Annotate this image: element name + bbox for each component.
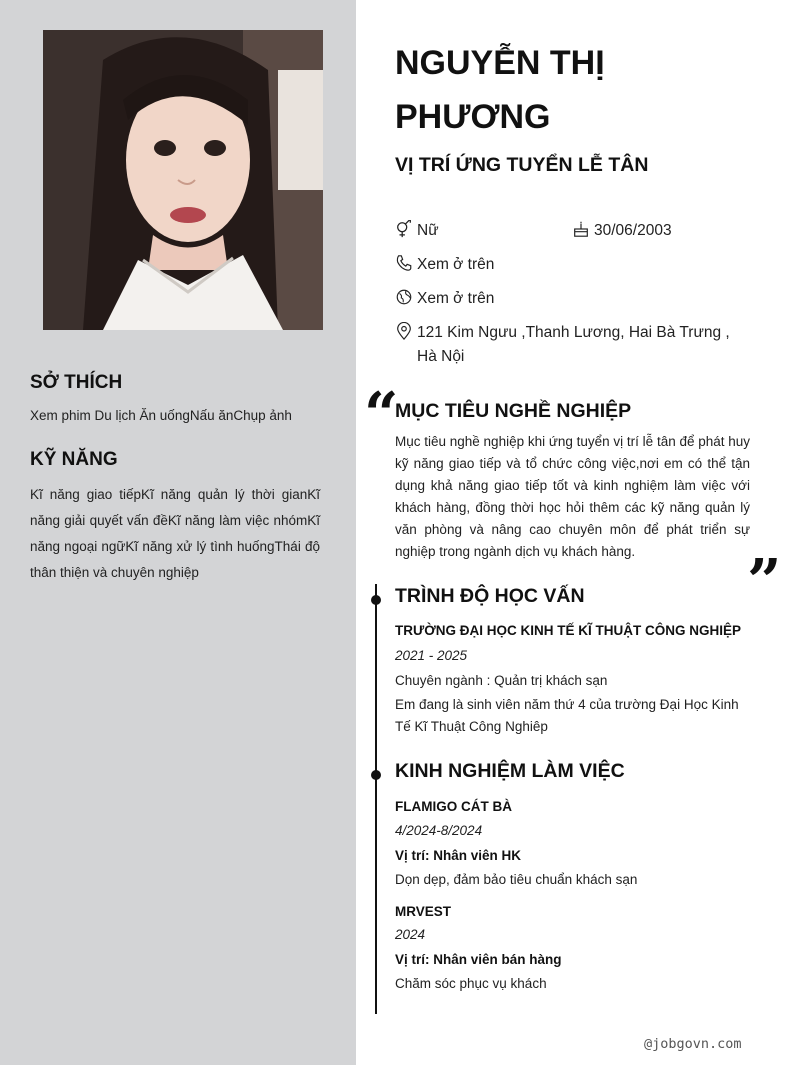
address-row [395, 321, 735, 369]
objective-heading: MỤC TIÊU NGHỀ NGHIỆP [395, 400, 632, 422]
location-pin-icon [395, 322, 415, 342]
education-description: Em đang là sinh viên năm thứ 4 của trường Đại Học Kinh Tế Kĩ Thuật Công Nghiêp [395, 697, 739, 734]
birthdate-value: 30/06/2003 [594, 222, 672, 239]
birthdate-row [572, 219, 672, 243]
portrait-illustration [43, 30, 323, 330]
applied-position: VỊ TRÍ ỨNG TUYỂN LỄ TÂN [395, 154, 649, 176]
phone-value: Xem ở trên [417, 256, 495, 273]
timeline-line [375, 584, 377, 1014]
cake-icon [572, 220, 592, 240]
gender-value: Nữ [417, 222, 439, 239]
education-heading: TRÌNH ĐỘ HỌC VẤN [395, 585, 585, 607]
open-quote-icon: “ [364, 380, 399, 450]
education-major: Chuyên ngành : Quản trị khách sạn [395, 673, 608, 688]
skills-heading: KỸ NĂNG [30, 449, 118, 470]
close-quote-icon: ” [747, 547, 782, 617]
timeline-dot [371, 770, 381, 780]
experience-period: 2024 [395, 927, 426, 942]
address-value: 121 Kim Ngưu ,Thanh Lương, Hai Bà Trưng , Hà Nội [417, 324, 730, 365]
sidebar [0, 0, 356, 1065]
experience-role: Vị trí: Nhân viên bán hàng [395, 952, 562, 967]
education-period: 2021 - 2025 [395, 648, 468, 663]
website-value: Xem ở trên [417, 290, 495, 307]
phone-row [395, 253, 494, 277]
timeline-dot [371, 595, 381, 605]
experience-company: FLAMIGO CÁT BÀ [395, 799, 512, 814]
experience-description: Chăm sóc phục vụ khách [395, 976, 547, 991]
profile-photo [43, 30, 323, 330]
experience-description: Dọn dẹp, đảm bảo tiêu chuẩn khách sạn [395, 872, 638, 887]
experience-company: MRVEST [395, 904, 452, 919]
gender-row [395, 219, 439, 243]
experience-role: Vị trí: Nhân viên HK [395, 848, 522, 863]
watermark: @jobgovn.com [644, 1036, 742, 1052]
gender-icon [395, 220, 415, 240]
hobbies-heading: SỞ THÍCH [30, 372, 123, 393]
main-content [356, 0, 790, 1065]
skills-text: Kĩ năng giao tiếpKĩ năng quản lý thời gianKĩ năng giải quyết vấn đềKĩ năng làm việc nhómKĩ năng ngoại ngữKĩ năng xử lý tình huốngThái độ thân thiện và chuyên nghiệp [30, 487, 320, 580]
globe-icon [395, 288, 415, 308]
experience-heading: KINH NGHIỆM LÀM VIỆC [395, 760, 625, 782]
experience-period: 4/2024-8/2024 [395, 823, 483, 838]
education-school: TRƯỜNG ĐẠI HỌC KINH TẾ KĨ THUẬT CÔNG NGHIỆP [395, 623, 741, 638]
objective-text: Mục tiêu nghề nghiệp khi ứng tuyển vị trí lễ tân để phát huy kỹ năng giao tiếp và tổ chức công việc,nơi em có thể tận dụng khả năng giao tiếp tốt và kinh nghiệm làm việc với khách hàng, đồng thời học hỏi thêm các kỹ năng quản lý văn phòng và nâng cao chuyên môn để phát triển sự nghiệp trong ngành dịch vụ khách hàng. [395, 434, 751, 559]
candidate-name: NGUYỄN THỊ PHƯƠNG [395, 44, 605, 136]
hobbies-text: Xem phim Du lịch Ăn uốngNấu ănChụp ảnh [30, 408, 292, 423]
website-row [395, 287, 494, 311]
phone-icon [395, 254, 415, 274]
